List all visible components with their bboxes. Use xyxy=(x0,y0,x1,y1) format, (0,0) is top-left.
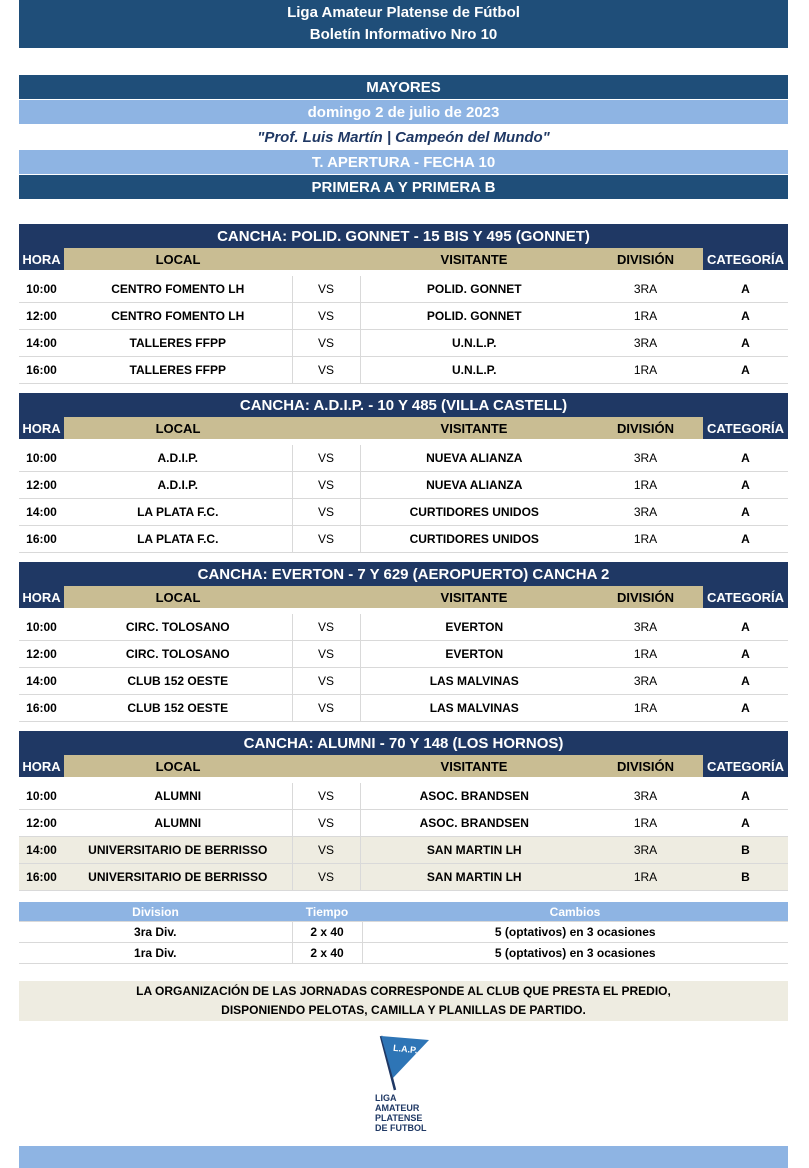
column-header-row xyxy=(19,755,788,777)
match-categoria: A xyxy=(703,357,788,384)
match-row xyxy=(19,526,788,553)
match-division: 3RA xyxy=(588,614,703,641)
match-local: ALUMNI xyxy=(64,810,292,837)
match-categoria: A xyxy=(703,330,788,357)
column-header-division: DIVISIÓN xyxy=(588,417,703,439)
match-visitante: EVERTON xyxy=(360,641,588,668)
match-division: 3RA xyxy=(588,276,703,303)
match-visitante: EVERTON xyxy=(360,614,588,641)
column-header-categoria: CATEGORÍA xyxy=(703,417,788,439)
match-row xyxy=(19,614,788,641)
logo-flag-text: L.A.P. xyxy=(392,1042,418,1056)
column-header-local: LOCAL xyxy=(64,586,292,608)
match-categoria: A xyxy=(703,614,788,641)
match-row xyxy=(19,641,788,668)
column-header-hora: HORA xyxy=(19,586,64,608)
match-division: 1RA xyxy=(588,864,703,891)
match-hora: 12:00 xyxy=(19,472,64,499)
match-row xyxy=(19,695,788,722)
match-division: 1RA xyxy=(588,357,703,384)
column-header-division: DIVISIÓN xyxy=(588,586,703,608)
tournament-banner xyxy=(19,150,788,174)
match-division: 3RA xyxy=(588,783,703,810)
match-categoria: A xyxy=(703,499,788,526)
column-header-blank xyxy=(292,586,360,608)
match-categoria: A xyxy=(703,445,788,472)
match-row xyxy=(19,499,788,526)
venue-block xyxy=(19,224,788,384)
match-vs: VS xyxy=(292,303,360,330)
match-visitante: ASOC. BRANDSEN xyxy=(360,810,588,837)
match-local: ALUMNI xyxy=(64,783,292,810)
column-header-visitante: VISITANTE xyxy=(360,248,588,270)
venue-block xyxy=(19,562,788,722)
match-categoria: A xyxy=(703,810,788,837)
column-header-visitante: VISITANTE xyxy=(360,417,588,439)
venue-block xyxy=(19,393,788,553)
rules-division: 3ra Div. xyxy=(19,922,292,943)
venue-block xyxy=(19,731,788,891)
match-vs: VS xyxy=(292,499,360,526)
match-division: 3RA xyxy=(588,499,703,526)
match-categoria: A xyxy=(703,276,788,303)
match-row xyxy=(19,445,788,472)
match-row xyxy=(19,810,788,837)
rules-cambios: 5 (optativos) en 3 ocasiones xyxy=(362,943,788,964)
column-header-categoria: CATEGORÍA xyxy=(703,248,788,270)
column-header-row xyxy=(19,248,788,270)
match-division: 1RA xyxy=(588,641,703,668)
venue-title-text: CANCHA: POLID. GONNET - 15 BIS Y 495 (GONNET) xyxy=(217,227,590,245)
match-local: UNIVERSITARIO DE BERRISSO xyxy=(64,864,292,891)
rules-tiempo: 2 x 40 xyxy=(292,922,362,943)
venue-title-text: CANCHA: A.D.I.P. - 10 Y 485 (VILLA CASTELL) xyxy=(239,396,568,414)
match-hora: 16:00 xyxy=(19,864,64,891)
rules-row xyxy=(19,943,788,964)
divisions-banner xyxy=(19,175,788,199)
column-header-blank xyxy=(292,248,360,270)
league-name: Liga Amateur Platense de Fútbol xyxy=(287,4,520,21)
column-header-hora: HORA xyxy=(19,248,64,270)
match-visitante: SAN MARTIN LH xyxy=(360,837,588,864)
logo-line-1: LIGA xyxy=(375,1093,397,1103)
match-hora: 10:00 xyxy=(19,614,64,641)
match-row xyxy=(19,472,788,499)
match-hora: 10:00 xyxy=(19,276,64,303)
match-categoria: B xyxy=(703,864,788,891)
logo-line-2: AMATEUR xyxy=(375,1103,420,1113)
match-visitante: U.N.L.P. xyxy=(360,357,588,384)
column-header-hora: HORA xyxy=(19,417,64,439)
divisions-title: PRIMERA A Y PRIMERA B xyxy=(311,178,496,196)
match-categoria: A xyxy=(703,303,788,330)
rules-division: 1ra Div. xyxy=(19,943,292,964)
match-row xyxy=(19,837,788,864)
venue-title xyxy=(19,393,788,417)
match-local: UNIVERSITARIO DE BERRISSO xyxy=(64,837,292,864)
logo-wordmark xyxy=(375,1093,427,1133)
match-local: LA PLATA F.C. xyxy=(64,499,292,526)
match-hora: 10:00 xyxy=(19,445,64,472)
bulletin-number: Boletín Informativo Nro 10 xyxy=(309,26,498,43)
match-vs: VS xyxy=(292,276,360,303)
match-vs: VS xyxy=(292,641,360,668)
match-vs: VS xyxy=(292,695,360,722)
match-hora: 16:00 xyxy=(19,526,64,553)
match-visitante: CURTIDORES UNIDOS xyxy=(360,526,588,553)
column-header-row xyxy=(19,417,788,439)
rules-header-cambios: Cambios xyxy=(362,902,788,922)
column-header-local: LOCAL xyxy=(64,417,292,439)
match-local: TALLERES FFPP xyxy=(64,357,292,384)
match-vs: VS xyxy=(292,810,360,837)
match-visitante: LAS MALVINAS xyxy=(360,695,588,722)
column-header-row xyxy=(19,586,788,608)
match-local: CENTRO FOMENTO LH xyxy=(64,303,292,330)
match-vs: VS xyxy=(292,445,360,472)
match-row xyxy=(19,864,788,891)
match-categoria: A xyxy=(703,472,788,499)
rules-tiempo: 2 x 40 xyxy=(292,943,362,964)
column-header-categoria: CATEGORÍA xyxy=(703,586,788,608)
match-hora: 14:00 xyxy=(19,668,64,695)
match-vs: VS xyxy=(292,472,360,499)
match-visitante: POLID. GONNET xyxy=(360,303,588,330)
logo-line-3: PLATENSE xyxy=(375,1113,423,1123)
note-line-2: DISPONIENDO PELOTAS, CAMILLA Y PLANILLAS DE PARTIDO. xyxy=(221,1003,586,1017)
match-hora: 16:00 xyxy=(19,695,64,722)
fixtures-table xyxy=(19,248,788,384)
column-header-division: DIVISIÓN xyxy=(588,755,703,777)
match-local: CIRC. TOLOSANO xyxy=(64,614,292,641)
organization-note xyxy=(19,981,788,1021)
match-local: LA PLATA F.C. xyxy=(64,526,292,553)
match-row xyxy=(19,357,788,384)
rules-row xyxy=(19,922,788,943)
venue-title xyxy=(19,224,788,248)
match-division: 1RA xyxy=(588,695,703,722)
match-local: CLUB 152 OESTE xyxy=(64,695,292,722)
category-title: MAYORES xyxy=(366,78,441,96)
match-visitante: POLID. GONNET xyxy=(360,276,588,303)
match-visitante: NUEVA ALIANZA xyxy=(360,445,588,472)
match-categoria: A xyxy=(703,783,788,810)
rules-header-division: Division xyxy=(19,902,292,922)
match-vs: VS xyxy=(292,330,360,357)
logo-line-4: DE FUTBOL xyxy=(375,1123,427,1133)
match-vs: VS xyxy=(292,837,360,864)
match-vs: VS xyxy=(292,357,360,384)
match-hora: 14:00 xyxy=(19,499,64,526)
match-row xyxy=(19,330,788,357)
match-local: CLUB 152 OESTE xyxy=(64,668,292,695)
category-banner xyxy=(19,75,788,99)
match-categoria: A xyxy=(703,668,788,695)
match-categoria: A xyxy=(703,526,788,553)
column-header-blank xyxy=(292,417,360,439)
match-vs: VS xyxy=(292,668,360,695)
match-row xyxy=(19,783,788,810)
match-visitante: NUEVA ALIANZA xyxy=(360,472,588,499)
venue-title-text: CANCHA: ALUMNI - 70 Y 148 (LOS HORNOS) xyxy=(243,734,564,752)
note-line-1: LA ORGANIZACIÓN DE LAS JORNADAS CORRESPONDE AL CLUB QUE PRESTA EL PREDIO, xyxy=(136,984,671,998)
match-division: 3RA xyxy=(588,330,703,357)
match-hora: 12:00 xyxy=(19,810,64,837)
fixtures-table xyxy=(19,586,788,722)
footer-bar xyxy=(19,1146,788,1168)
fixtures-table xyxy=(19,755,788,891)
column-header-hora: HORA xyxy=(19,755,64,777)
match-division: 1RA xyxy=(588,526,703,553)
match-visitante: LAS MALVINAS xyxy=(360,668,588,695)
match-visitante: U.N.L.P. xyxy=(360,330,588,357)
match-division: 1RA xyxy=(588,472,703,499)
match-local: TALLERES FFPP xyxy=(64,330,292,357)
match-local: A.D.I.P. xyxy=(64,472,292,499)
match-hora: 10:00 xyxy=(19,783,64,810)
match-division: 3RA xyxy=(588,837,703,864)
dedication-banner xyxy=(19,125,788,149)
match-local: CIRC. TOLOSANO xyxy=(64,641,292,668)
venue-title xyxy=(19,731,788,755)
match-row xyxy=(19,668,788,695)
rules-cambios: 5 (optativos) en 3 ocasiones xyxy=(362,922,788,943)
dedication-text: "Prof. Luis Martín | Campeón del Mundo" xyxy=(257,128,550,146)
match-row xyxy=(19,303,788,330)
match-vs: VS xyxy=(292,526,360,553)
match-division: 1RA xyxy=(588,810,703,837)
match-hora: 14:00 xyxy=(19,837,64,864)
match-categoria: B xyxy=(703,837,788,864)
match-division: 3RA xyxy=(588,445,703,472)
match-vs: VS xyxy=(292,614,360,641)
match-categoria: A xyxy=(703,641,788,668)
match-date: domingo 2 de julio de 2023 xyxy=(307,103,500,121)
column-header-local: LOCAL xyxy=(64,248,292,270)
match-local: A.D.I.P. xyxy=(64,445,292,472)
match-hora: 14:00 xyxy=(19,330,64,357)
rules-table xyxy=(19,902,788,964)
match-vs: VS xyxy=(292,783,360,810)
match-division: 1RA xyxy=(588,303,703,330)
match-hora: 12:00 xyxy=(19,641,64,668)
column-header-visitante: VISITANTE xyxy=(360,586,588,608)
venue-title xyxy=(19,562,788,586)
tournament-title: T. APERTURA - FECHA 10 xyxy=(311,153,496,171)
rules-header-tiempo: Tiempo xyxy=(292,902,362,922)
bulletin-header xyxy=(19,0,788,48)
column-header-visitante: VISITANTE xyxy=(360,755,588,777)
match-visitante: CURTIDORES UNIDOS xyxy=(360,499,588,526)
match-division: 3RA xyxy=(588,668,703,695)
date-banner xyxy=(19,100,788,124)
match-hora: 12:00 xyxy=(19,303,64,330)
venue-title-text: CANCHA: EVERTON - 7 Y 629 (AEROPUERTO) CANCHA 2 xyxy=(197,565,610,583)
match-hora: 16:00 xyxy=(19,357,64,384)
column-header-local: LOCAL xyxy=(64,755,292,777)
column-header-blank xyxy=(292,755,360,777)
match-vs: VS xyxy=(292,864,360,891)
match-visitante: SAN MARTIN LH xyxy=(360,864,588,891)
match-visitante: ASOC. BRANDSEN xyxy=(360,783,588,810)
match-local: CENTRO FOMENTO LH xyxy=(64,276,292,303)
match-row xyxy=(19,276,788,303)
column-header-division: DIVISIÓN xyxy=(588,248,703,270)
fixtures-table xyxy=(19,417,788,553)
column-header-categoria: CATEGORÍA xyxy=(703,755,788,777)
match-categoria: A xyxy=(703,695,788,722)
